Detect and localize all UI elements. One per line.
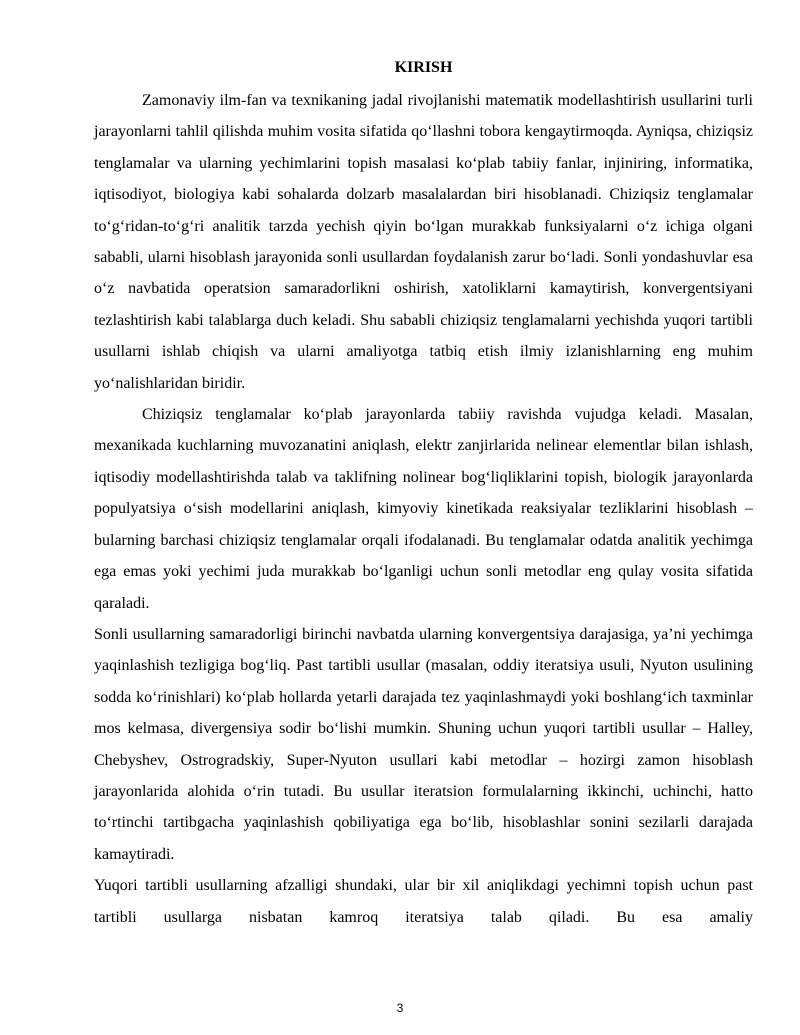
document-page (94, 57, 753, 933)
page-number: 3 (396, 1001, 404, 1015)
paragraph-2: Chiziqsiz tenglamalar ko‘plab jarayonlarda tabiiy ravishda vujudga keladi. Masalan, mexanikada kuchlarning muvozanatini aniqlash, elektr zanjirlarida nelinear elementlar bilan ishlash, iqtisodiy modellashtirishda talab va taklifning nolinear bog‘liqliklarini topish, biologik jarayonlarda populyatsiya o‘sish modellarini aniqlash, kimyoviy kinetikada reaksiyalar tezliklarini hisoblash – bularning barchasi chiziqsiz tenglamalar orqali ifodalanadi. Bu tenglamalar odatda analitik yechimga ega emas yoki yechimi juda murakkab bo‘lganligi uchun sonli metodlar eng qulay vosita sifatida qaraladi. (94, 406, 753, 612)
paragraph-3: Sonli usullarning samaradorligi birinchi navbatda ularning konvergentsiya darajasiga, ya’ni yechimga yaqinlashish tezligiga bog‘liq. Past tartibli usullar (masalan, oddiy iteratsiya usuli, Nyuton usulining sodda ko‘rinishlari) ko‘plab hollarda yetarli darajada tez yaqinlashmaydi yoki boshlang‘ich taxminlar mos kelmasa, divergensiya sodir bo‘lishi mumkin. Shuning uchun yuqori tartibli usullar – Halley, Chebyshev, Ostrogradskiy, Super-Nyuton usullari kabi metodlar – hozirgi zamon hisoblash jarayonlarida alohida o‘rin tutadi. Bu usullar iteratsion formulalarning ikkinchi, uchinchi, hatto to‘rtinchi tartibgacha yaqinlashish qobiliyatiga ega bo‘lib, hisoblashlar sonini sezilarli darajada kamaytiradi. (94, 625, 753, 863)
section-title: KIRISH (394, 59, 453, 76)
paragraph-1: Zamonaviy ilm-fan va texnikaning jadal rivojlanishi matematik modellashtirish usullarini turli jarayonlarni tahlil qilishda muhim vosita sifatida qo‘llashni tobora kengaytirmoqda. Ayniqsa, chiziqsiz tenglamalar va ularning yechimlarini topish masalasi ko‘plab tabiiy fanlar, injiniring, informatika, iqtisodiyot, biologiya kabi sohalarda dolzarb masalalardan biri hisoblanadi. Chiziqsiz tenglamalar to‘g‘ridan-to‘g‘ri analitik tarzda yechish qiyin bo‘lgan murakkab funksiyalarni o‘z ichiga olgani sababli, ularni hisoblash jarayonida sonli usullardan foydalanish zarur bo‘ladi. Sonli yondashuvlar esa o‘z navbatida operatsion samaradorlikni oshirish, xatoliklarni kamaytirish, konvergentsiyani tezlashtirish kabi talablarga duch keladi. Shu sababli chiziqsiz tenglamalarni yechishda yuqori tartibli usullarni ishlab chiqish va ularni amaliyotga tatbiq etish ilmiy izlanishlarning eng muhim yo‘nalishlaridan biridir. (94, 92, 753, 392)
paragraph-4: Yuqori tartibli usullarning afzalligi shundaki, ular bir xil aniqlikdagi yechimni topish uchun past tartibli usullarga nisbatan kamroq iteratsiya talab qiladi. Bu esa amaliy (94, 877, 753, 926)
